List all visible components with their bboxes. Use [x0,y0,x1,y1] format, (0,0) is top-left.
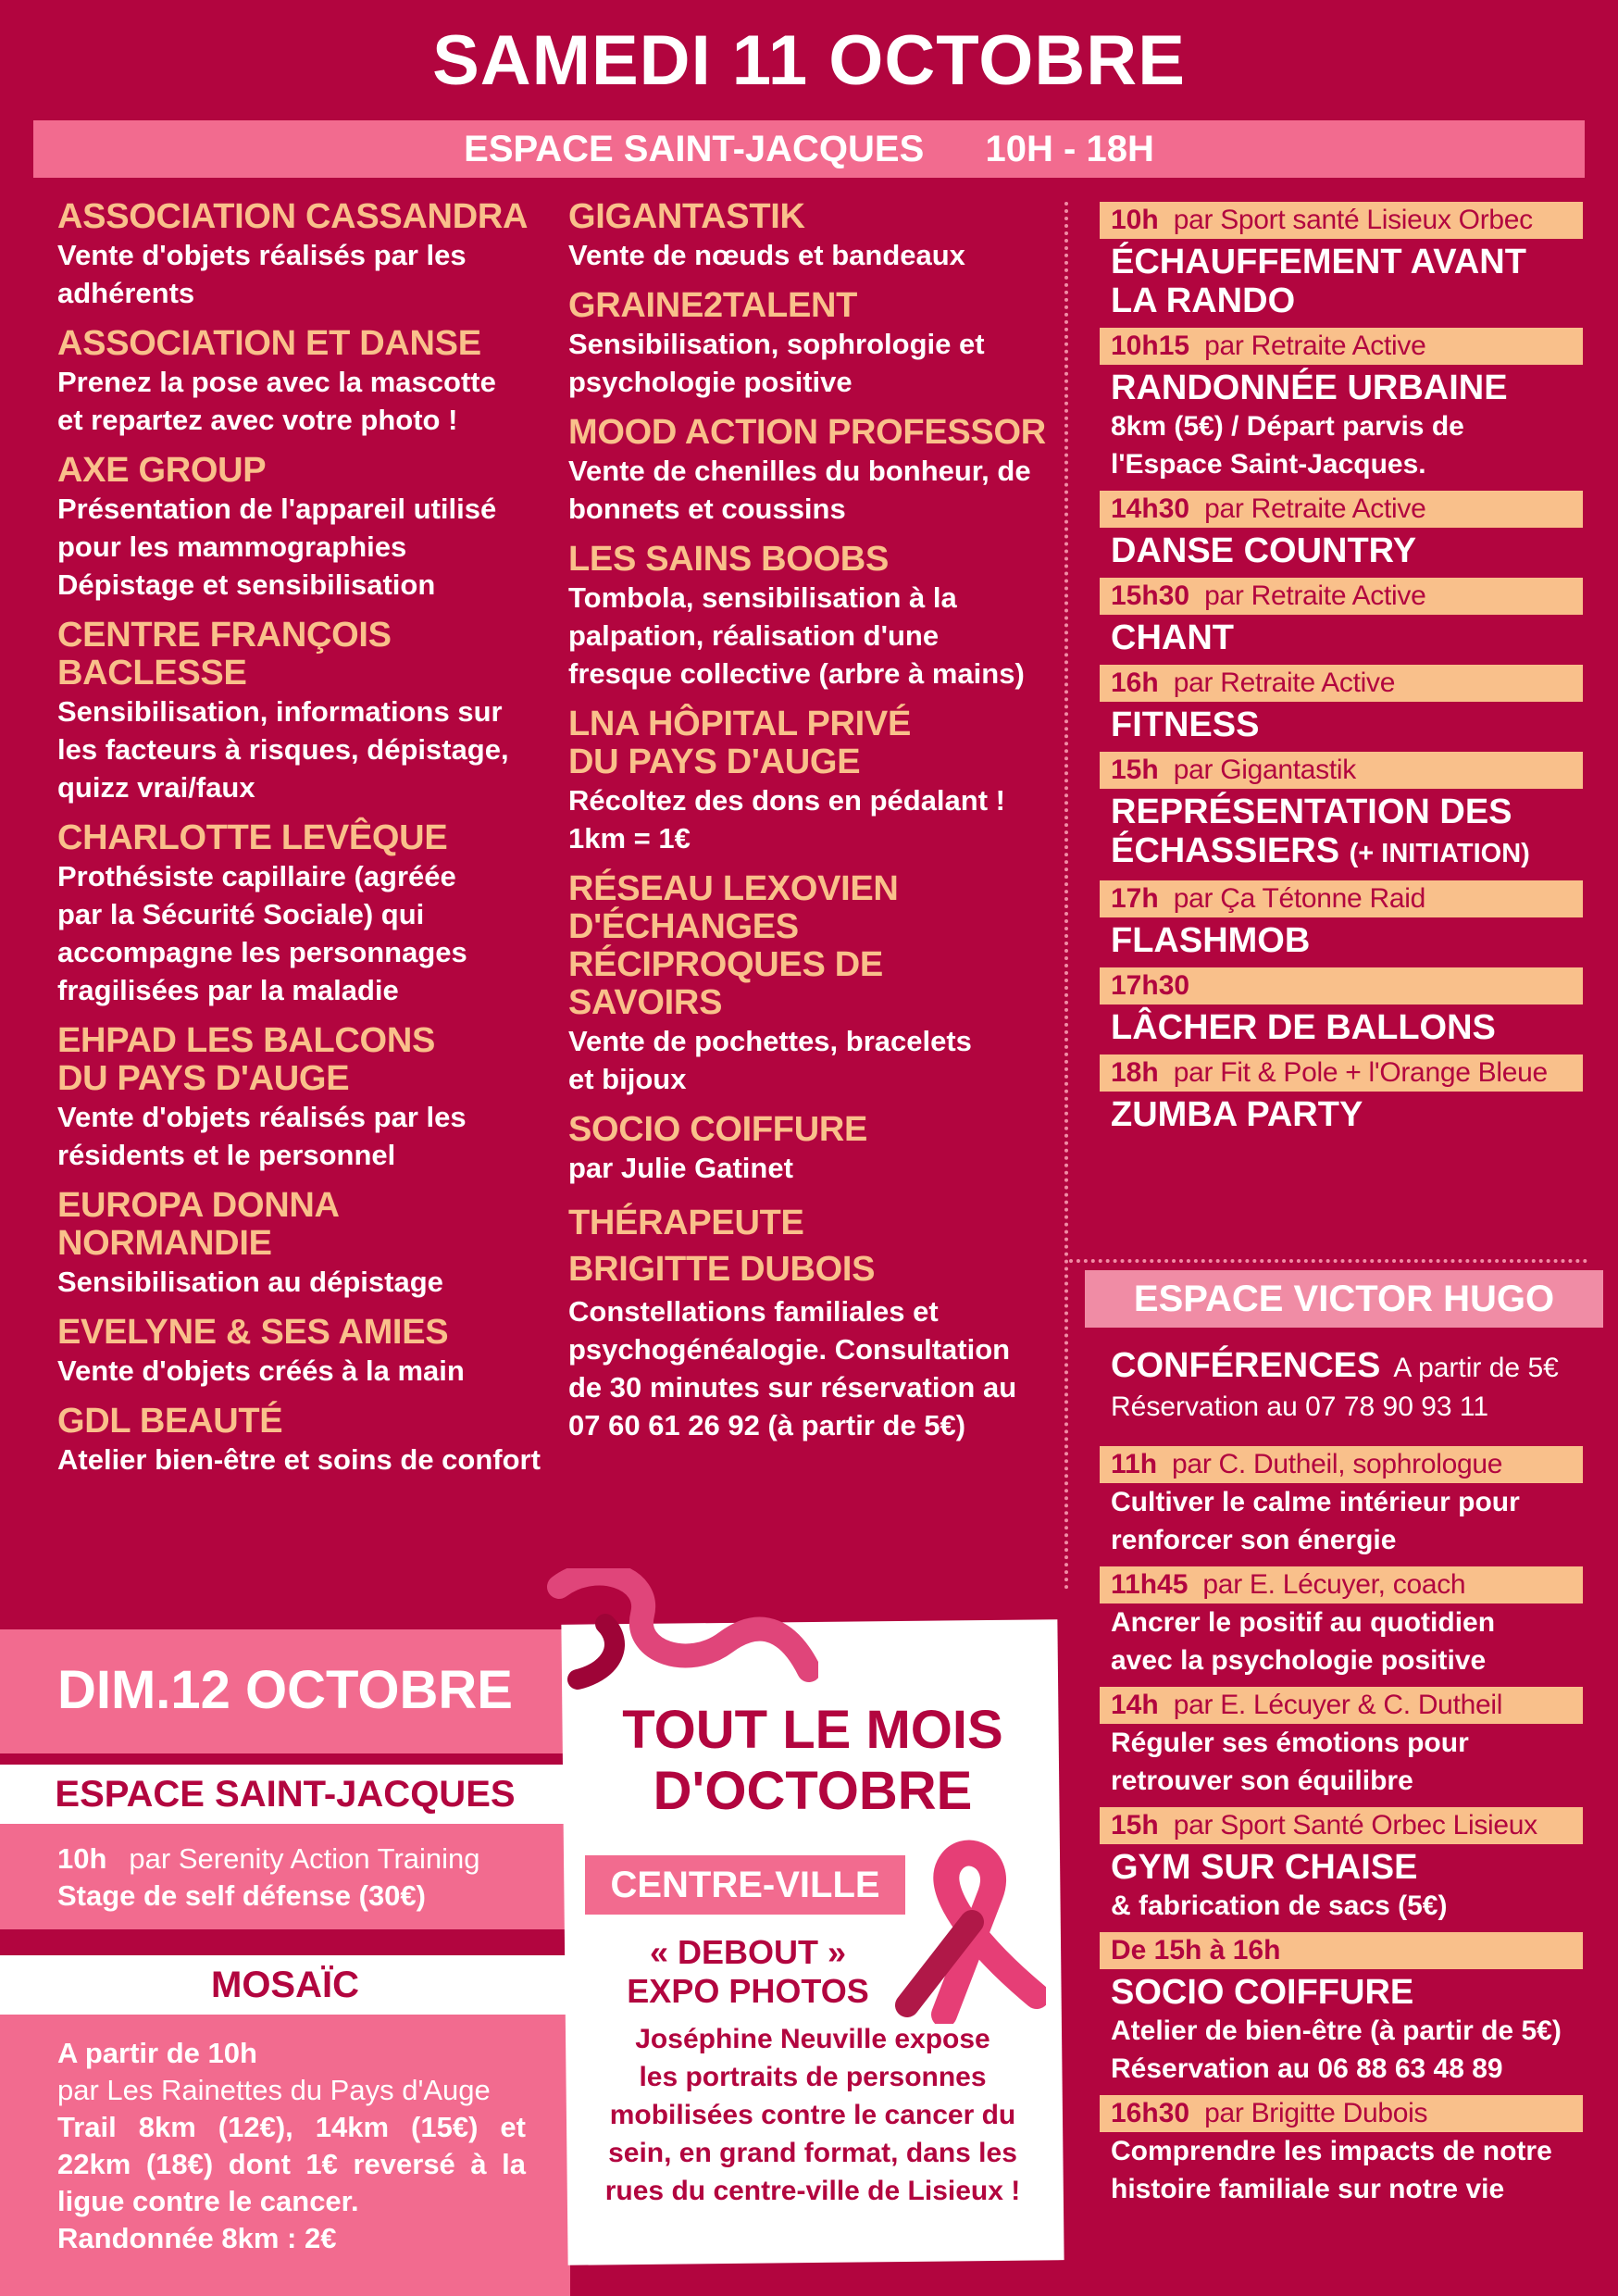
event-title: RANDONNÉE URBAINE [1111,368,1508,407]
mosaic-rando: Randonnée 8km : 2€ [57,2222,337,2254]
sunday-time: 10h [57,1842,107,1875]
exhibitor-desc: 07 60 61 26 92 (à partir de 5€) [568,1409,966,1441]
conference-desc: avec la psychologie positive [1111,1645,1487,1676]
exhibitor-desc: psychogénéalogie. Consultation [568,1333,1011,1366]
exhibitor-name: THÉRAPEUTE BRIGITTE DUBOIS [568,1204,876,1289]
conference-desc: histoire familiale sur notre vie [1111,2174,1505,2204]
month-title: TOUT LE MOIS D'OCTOBRE [622,1700,1003,1821]
victor-hugo-band: ESPACE VICTOR HUGO [1085,1270,1603,1328]
exhibitor [568,541,1059,693]
exhibitor-desc: Sensibilisation, sophrologie et [568,328,985,360]
event-title: LÂCHER DE BALLONS [1111,1008,1496,1047]
event-desc: 8km (5€) / Départ parvis de [1111,411,1464,442]
event-title: DANSE COUNTRY [1111,531,1417,570]
conference-desc: renforcer son énergie [1111,1525,1397,1555]
exhibitor [568,1111,1059,1187]
exhibitor [568,705,1059,857]
conference-item [1100,1807,1583,1925]
schedule-item [1100,1054,1583,1134]
schedule-item [1100,328,1583,483]
sunday-place: ESPACE SAINT-JACQUES [55,1774,516,1815]
exhibitor [57,198,548,312]
exhibitor-desc: quizz vrai/faux [57,771,255,804]
exhibitor-name: AXE GROUP [57,451,267,490]
sunday-activity [0,1824,570,1929]
conference-desc: & fabrication de sacs (5€) [1111,1890,1448,1921]
mosaic-title: MOSAÏC [211,1965,359,2005]
exhibitor [568,287,1059,401]
exhibitor-name: EVELYNE & SES AMIES [57,1313,449,1352]
exhibitor-desc: fresque collective (arbre à mains) [568,657,1025,690]
schedule-item [1100,665,1583,744]
exhibitor [57,1022,548,1174]
exhibitor-desc: Prothésiste capillaire (agréée [57,860,456,892]
exhibitor-name: GDL BEAUTÉ [57,1402,283,1441]
conferences-reservation: Réservation au 07 78 90 93 11 [1111,1391,1489,1422]
pink-ribbon-icon [541,1568,818,1698]
sunday-title: DIM.12 OCTOBRE [56,1660,513,1720]
exhibitor-desc: Vente de pochettes, bracelets [568,1025,972,1057]
exhibitor-desc: psychologie positive [568,366,853,398]
mosaic-organizer: par Les Rainettes du Pays d'Auge [57,2074,491,2106]
conference-item [1100,1566,1583,1679]
exhibitor-column-1 [57,198,548,1491]
time-bar: 14h par E. Lécuyer & C. Dutheil [1100,1687,1583,1724]
exhibitor-desc: Présentation de l'appareil utilisé [57,493,497,525]
expo-title: « DEBOUT » EXPO PHOTOS [627,1933,869,2010]
exhibitor-desc: les facteurs à risques, dépistage, [57,733,509,766]
time-bar: 10h15 par Retraite Active [1100,328,1583,365]
exhibitor-desc: et bijoux [568,1063,687,1095]
exhibitor-name: GRAINE2TALENT [568,286,858,325]
event-title: FITNESS [1111,705,1260,744]
conference-item [1100,1932,1583,2088]
time-bar: 11h45 par E. Lécuyer, coach [1100,1566,1583,1603]
exhibitor-column-2 [568,198,1059,1457]
exhibitor-desc: accompagne les personnages [57,936,467,968]
schedule-item [1100,578,1583,657]
exhibitor-desc: Vente d'objets réalisés par les [57,239,467,271]
exhibitor-desc: bonnets et coussins [568,493,846,525]
schedule-item [1100,967,1583,1047]
time-bar: 15h30 par Retraite Active [1100,578,1583,615]
exhibitor-name: CHARLOTTE LEVÊQUE [57,818,448,857]
conference-item [1100,1687,1583,1800]
exhibitor [568,414,1059,528]
exhibitor [57,617,548,806]
venue-hours: 10H - 18H [985,129,1154,169]
schedule-item [1100,880,1583,960]
event-title: ÉCHAUFFEMENT AVANT LA RANDO [1111,243,1526,320]
exhibitor-desc: Vente d'objets créés à la main [57,1354,465,1387]
exhibitor-desc: et repartez avec votre photo ! [57,404,458,436]
time-bar: 11h par C. Dutheil, sophrologue [1100,1446,1583,1483]
conference-desc: Comprendre les impacts de notre [1111,2136,1552,2166]
time-bar: 18h par Fit & Pole + l'Orange Bleue [1100,1054,1583,1092]
schedule-item [1100,491,1583,570]
event-title: FLASHMOB [1111,921,1311,960]
exhibitor-name: MOOD ACTION PROFESSOR [568,413,1046,452]
section-divider [1069,1259,1587,1263]
conference-item [1100,1446,1583,1559]
sunday-activity-label: Stage de self défense (30€) [57,1879,426,1912]
exhibitor-desc: Récoltez des dons en pédalant ! [568,784,1005,817]
exhibitor-name: LES SAINS BOOBS [568,540,889,579]
conferences-title: CONFÉRENCES [1111,1346,1381,1385]
exhibitor [57,819,548,1009]
exhibitor-desc: par la Sécurité Sociale) qui [57,898,425,930]
event-title: CHANT [1111,618,1234,657]
pink-ribbon-icon [889,1839,1046,2024]
sunday-organizer: par Serenity Action Training [129,1842,480,1875]
month-location: CENTRE-VILLE [585,1855,905,1915]
schedule-item [1100,202,1583,320]
exhibitor [57,452,548,604]
conference-desc: Atelier de bien-être (à partir de 5€) [1111,2015,1562,2046]
saturday-schedule [1100,202,1583,1142]
exhibitor-desc: Sensibilisation, informations sur [57,695,503,728]
time-bar: 10h par Sport santé Lisieux Orbec [1100,202,1583,239]
event-title: GYM SUR CHAISE [1111,1848,1418,1887]
event-title: ZUMBA PARTY [1111,1095,1363,1134]
exhibitor-name: GIGANTASTIK [568,197,805,236]
exhibitor-desc: Atelier bien-être et soins de confort [57,1443,541,1476]
exhibitor [57,1187,548,1301]
exhibitor [568,870,1059,1098]
exhibitor [568,1200,1059,1444]
expo-description: Joséphine Neuville expose les portraits de personnes mobilisées contre le cancer du sein, en grand format, dans les rues du centre-ville de Lisieux ! [604,2024,1021,2206]
exhibitor-desc: adhérents [57,277,195,309]
time-bar: 16h par Retraite Active [1100,665,1583,702]
exhibitor-desc: résidents et le personnel [57,1139,396,1171]
conference-desc: Ancrer le positif au quotidien [1111,1607,1496,1638]
exhibitor-desc: Vente de chenilles du bonheur, de [568,455,1031,487]
exhibitor-desc: par Julie Gatinet [568,1152,793,1184]
time-bar: 17h30 [1100,967,1583,1004]
venue-band [33,120,1585,178]
time-bar: 17h par Ça Tétonne Raid [1100,880,1583,917]
page-title: SAMEDI 11 OCTOBRE [432,21,1186,100]
conference-desc: Cultiver le calme intérieur pour [1111,1487,1520,1517]
exhibitor-desc: palpation, réalisation d'une [568,619,940,652]
mosaic-trail: Trail 8km (12€), 14km (15€) et 22km (18€) dont 1€ reversé à la ligue contre le cancer. [57,2111,526,2217]
exhibitor-name: CENTRE FRANÇOIS BACLESSE [57,616,392,693]
time-bar: De 15h à 16h [1100,1932,1583,1969]
exhibitor-desc: Tombola, sensibilisation à la [568,581,957,614]
exhibitor-desc: Constellations familiales et [568,1295,939,1328]
column-divider [1064,202,1068,1591]
exhibitor [57,1314,548,1390]
exhibitor-desc: Vente d'objets réalisés par les [57,1101,467,1133]
time-bar: 15h par Sport Santé Orbec Lisieux [1100,1807,1583,1844]
exhibitor-name: EUROPA DONNA NORMANDIE [57,1186,340,1263]
exhibitor-desc: 1km = 1€ [568,822,691,855]
mosaic-box [0,2015,570,2296]
exhibitor-desc: Vente de nœuds et bandeaux [568,239,965,271]
event-title: REPRÉSENTATION DES ÉCHASSIERS (+ INITIATION) [1111,792,1530,870]
time-bar: 14h30 par Retraite Active [1100,491,1583,528]
exhibitor [568,198,1059,274]
exhibitor-name: ASSOCIATION ET DANSE [57,324,481,363]
exhibitor-desc: Prenez la pose avec la mascotte [57,366,496,398]
exhibitor-name: SOCIO COIFFURE [568,1110,868,1149]
conference-desc: Réguler ses émotions pour [1111,1728,1469,1758]
exhibitor-desc: fragilisées par la maladie [57,974,399,1006]
exhibitor [57,325,548,439]
venue-name: ESPACE SAINT-JACQUES [464,129,925,169]
exhibitor-desc: pour les mammographies [57,530,407,563]
exhibitor-desc: Dépistage et sensibilisation [57,568,436,601]
exhibitor-name: LNA HÔPITAL PRIVÉ DU PAYS D'AUGE [568,705,912,781]
exhibitor-name: ASSOCIATION CASSANDRA [57,197,529,236]
event-desc: l'Espace Saint-Jacques. [1111,449,1426,480]
exhibitor-desc: Sensibilisation au dépistage [57,1266,443,1298]
victor-hugo-schedule [1100,1446,1583,2215]
conferences-price: A partir de 5€ [1393,1353,1559,1383]
exhibitor-desc: de 30 minutes sur réservation au [568,1371,1017,1404]
conferences-header [1111,1344,1583,1425]
schedule-item [1100,752,1583,873]
conference-desc: Réservation au 06 88 63 48 89 [1111,2053,1503,2084]
conference-item [1100,2095,1583,2208]
time-bar: 16h30 par Brigitte Dubois [1100,2095,1583,2132]
exhibitor [57,1403,548,1479]
conference-desc: retrouver son équilibre [1111,1766,1413,1796]
event-title: SOCIO COIFFURE [1111,1973,1414,2012]
exhibitor-name: EHPAD LES BALCONS DU PAYS D'AUGE [57,1021,436,1098]
exhibitor-name: RÉSEAU LEXOVIEN D'ÉCHANGES RÉCIPROQUES DE SAVOIRS [568,869,899,1022]
mosaic-start: A partir de 10h [57,2037,257,2069]
time-bar: 15h par Gigantastik [1100,752,1583,789]
